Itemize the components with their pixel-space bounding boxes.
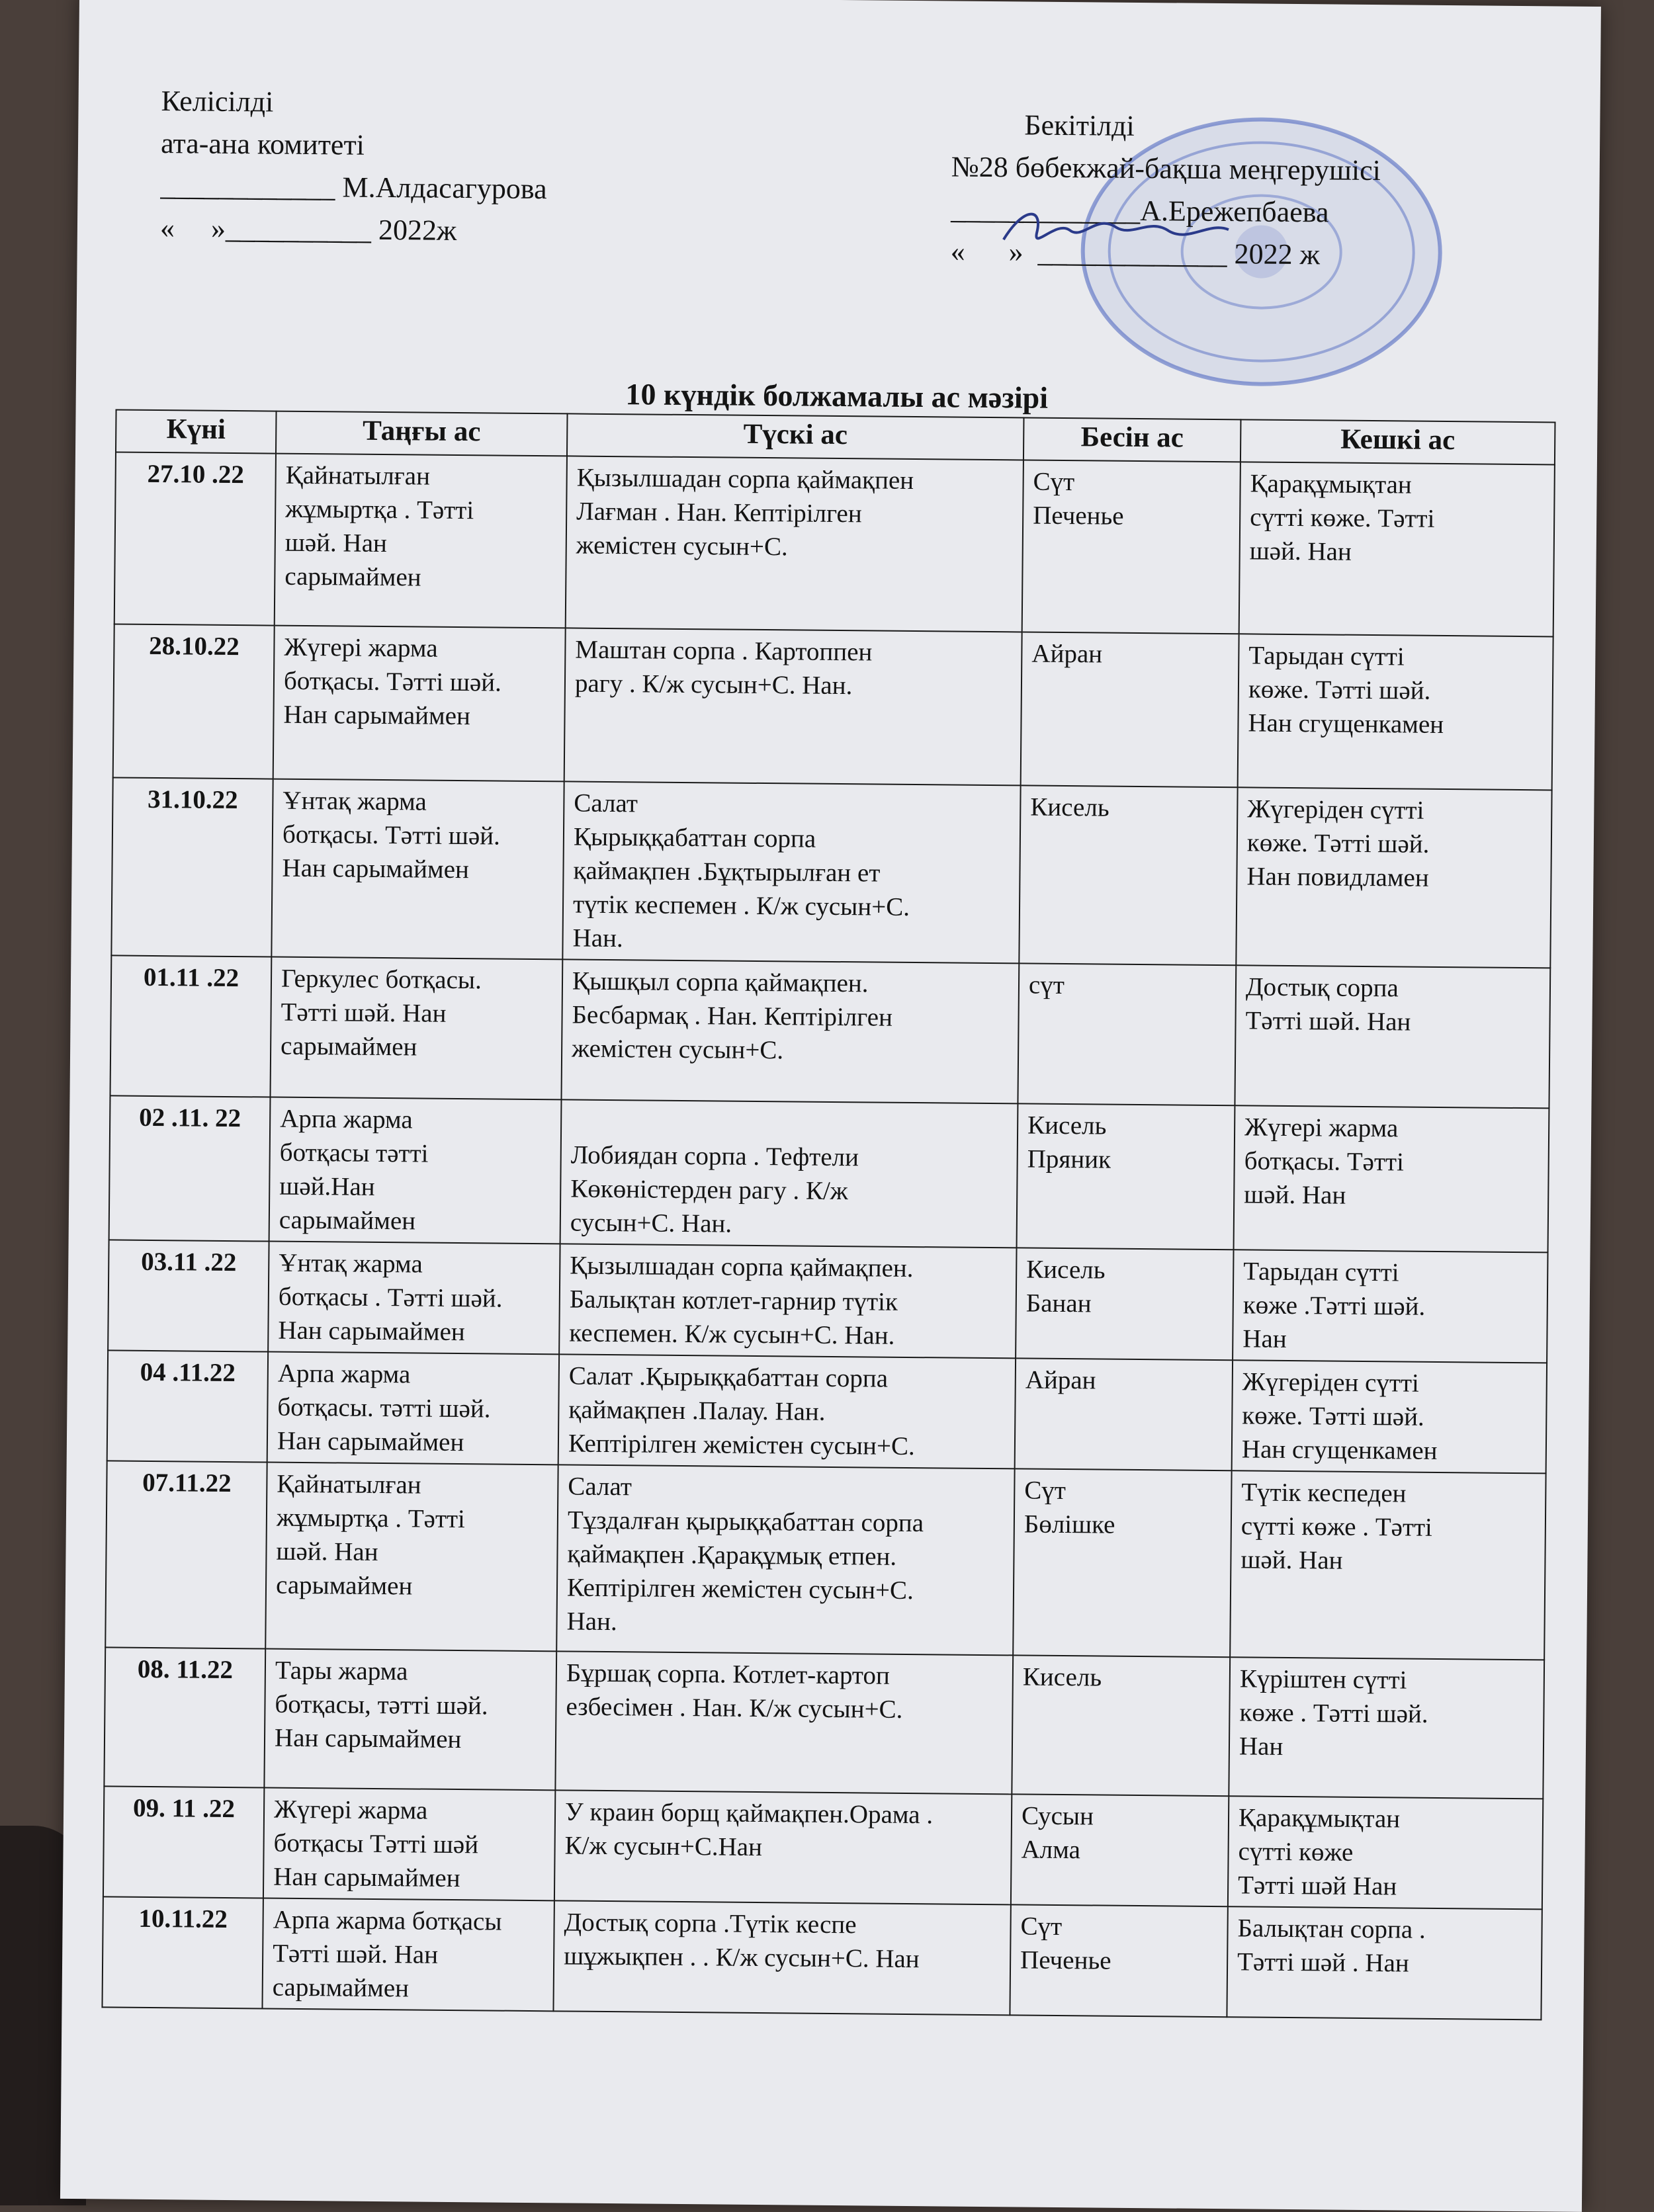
cell-line: Қызылшадан сорпа қаймақпен.	[570, 1251, 914, 1283]
table-row	[102, 1896, 1542, 2020]
cell-line: Қызылшадан сорпа қаймақпен	[576, 463, 914, 495]
cell-line: Алма	[1021, 1835, 1081, 1865]
cell-line: Жүгері жарма	[1244, 1113, 1399, 1143]
cell-snack	[1019, 785, 1237, 965]
cell-date: 09. 11 .22	[103, 1786, 264, 1898]
cell-snack	[1022, 460, 1240, 634]
cell-line: Балықтан сорпа .	[1237, 1914, 1426, 1944]
cell-line: сүтті көже	[1238, 1837, 1354, 1867]
cell-snack	[1018, 963, 1236, 1105]
cell-line: сарымаймен	[275, 1570, 413, 1601]
cell-line: Түтік кеспеден	[1241, 1478, 1407, 1508]
cell-breakfast	[275, 454, 567, 628]
page-title: 10 күндік болжамалы ас мәзірі	[625, 377, 1049, 415]
cell-line: Нан сарымаймен	[278, 1316, 465, 1347]
cell-line: Бұршақ сорпа. Котлет-картоп	[566, 1658, 891, 1690]
cell-line: шәй. Нан	[1249, 536, 1352, 566]
cell-line: ботқасы. тәтті шәй.	[277, 1392, 491, 1424]
cell-snack	[1012, 1655, 1230, 1796]
cell-line: Арпа жарма	[277, 1359, 411, 1389]
cell-line: Нан сарымаймен	[277, 1426, 464, 1457]
table-row	[105, 1461, 1545, 1660]
cell-lunch	[554, 1790, 1012, 1904]
cell-line: Геркулес ботқасы.	[281, 964, 482, 995]
cell-line: шәй. Нан	[284, 528, 388, 558]
cell-line: Банан	[1025, 1289, 1092, 1318]
cell-line: көже. Тәтті шәй.	[1246, 828, 1430, 859]
cell-date: 28.10.22	[113, 624, 275, 779]
cell-line: Қарақұмықтан	[1238, 1803, 1401, 1834]
cell-breakfast	[273, 626, 566, 782]
cell-line: Айран	[1025, 1365, 1096, 1395]
table-row	[111, 777, 1551, 968]
cell-dinner	[1236, 787, 1551, 968]
cell-line: сүт	[1028, 970, 1065, 1000]
cell-dinner	[1227, 1906, 1542, 2020]
cell-line: Нан сарымаймен	[273, 1862, 460, 1893]
cell-dinner	[1235, 965, 1550, 1108]
cell-dinner	[1228, 1796, 1543, 1909]
cell-line: Нан сгущенкамен	[1241, 1435, 1438, 1465]
cell-line: Тұздалған қырыққабаттан сорпа	[567, 1506, 924, 1538]
cell-line	[571, 1105, 1008, 1142]
cell-line: Лағман . Нан. Кептірілген	[576, 497, 862, 529]
cell-line: сарымаймен	[280, 1031, 417, 1062]
cell-line: ботқасы. Тәтті	[1244, 1146, 1405, 1177]
menu-table	[101, 409, 1555, 2020]
cell-line: Тәтті шәй . Нан	[1237, 1947, 1409, 1978]
approval-right-line1: Бекітілді	[1024, 108, 1135, 142]
cell-line: Ұнтақ жарма	[279, 1248, 423, 1279]
approval-right-line3: _____________А.Ережепбаева	[951, 192, 1329, 229]
cell-line: Кисель	[1022, 1662, 1102, 1692]
cell-line: Тәтті шәй Нан	[1237, 1871, 1397, 1901]
cell-line: Тәтті шәй. Нан	[281, 998, 447, 1028]
cell-line: Тарыдан сүтті	[1243, 1257, 1399, 1287]
cell-line: Кисель	[1026, 1255, 1106, 1285]
cell-line: жемістен сусын+С.	[571, 1034, 784, 1065]
cell-line: жұмыртқа . Тәтті	[276, 1503, 466, 1534]
cell-date: 01.11 .22	[110, 955, 272, 1097]
cell-dinner	[1234, 1105, 1549, 1252]
cell-line: Балықтан котлет-гарнир түтік	[569, 1285, 898, 1316]
table-row	[104, 1647, 1544, 1799]
cell-line: рагу . К/ж сусын+С. Нан.	[574, 669, 853, 701]
cell-line: Қарақұмықтан	[1250, 469, 1412, 499]
cell-snack	[1015, 1358, 1233, 1470]
cell-line: У краин борщ қаймақпен.Орама .	[564, 1797, 934, 1830]
cell-dinner	[1233, 1250, 1547, 1363]
cell-dinner	[1232, 1360, 1547, 1473]
cell-date: 31.10.22	[111, 777, 273, 957]
table-row	[110, 955, 1551, 1108]
cell-line: Тәтті шәй. Нан	[1245, 1006, 1411, 1037]
cell-line: Тары жарма	[275, 1656, 408, 1686]
table-row	[108, 1240, 1547, 1363]
cell-line: ботқасы . Тәтті шәй.	[278, 1282, 503, 1313]
cell-date: 08. 11.22	[104, 1647, 265, 1787]
cell-dinner	[1230, 1470, 1545, 1660]
cell-line: Печенье	[1020, 1945, 1111, 1975]
header-dinner: Кешкі ас	[1240, 419, 1555, 464]
cell-line: ботқасы, тәтті шәй.	[275, 1689, 488, 1721]
cell-line: Жүгері жарма	[273, 1795, 428, 1825]
cell-line: Көкөністерден рагу . К/ж	[570, 1174, 848, 1206]
cell-breakfast	[262, 1898, 554, 2011]
approval-right-line4: « » _____________ 2022 ж	[950, 235, 1321, 271]
cell-line: Сүт	[1033, 467, 1075, 497]
cell-line: кеспемен. К/ж сусын+С. Нан.	[569, 1318, 895, 1350]
table-row	[107, 1350, 1547, 1473]
cell-dinner	[1229, 1657, 1544, 1799]
cell-snack	[1021, 632, 1239, 787]
cell-breakfast	[269, 1097, 562, 1244]
cell-snack	[1016, 1248, 1233, 1360]
cell-line: шәй. Нан	[276, 1537, 378, 1566]
cell-line: Салат	[568, 1472, 632, 1502]
cell-snack	[1017, 1103, 1235, 1250]
cell-date: 03.11 .22	[108, 1240, 269, 1351]
cell-line: Нан повидламен	[1246, 862, 1429, 892]
cell-breakfast	[265, 1463, 558, 1652]
cell-line: Кептірілген жемістен сусын+С.	[568, 1429, 915, 1461]
cell-line: Нан	[1239, 1732, 1284, 1761]
cell-breakfast	[271, 779, 564, 960]
cell-lunch	[556, 1465, 1014, 1655]
cell-line: көже. Тәтті шәй.	[1242, 1401, 1424, 1431]
cell-line: шәй. Нан	[1240, 1545, 1343, 1575]
cell-line: сарымаймен	[279, 1205, 416, 1236]
cell-line: К/ж сусын+С.Нан	[564, 1831, 763, 1862]
header-breakfast: Таңғы ас	[276, 411, 568, 456]
cell-line: Сүт	[1020, 1912, 1063, 1941]
header-date: Күні	[116, 409, 277, 453]
cell-line: Тарыдан сүтті	[1248, 641, 1405, 671]
cell-breakfast	[267, 1352, 559, 1465]
cell-line: шұжықпен . . К/ж сусын+С. Нан	[563, 1941, 920, 1974]
cell-line: Жүгеріден сүтті	[1247, 794, 1424, 825]
cell-line: ботқасы тәтті	[279, 1138, 429, 1168]
menu-table-body	[102, 452, 1554, 2020]
cell-line: Бөлішке	[1023, 1510, 1115, 1539]
cell-line: езбесімен . Нан. К/ж сусын+С.	[566, 1692, 903, 1724]
cell-line: Достық сорпа .Түтік кеспе	[564, 1908, 857, 1939]
cell-date: 07.11.22	[105, 1461, 267, 1648]
cell-line: Қайнатылған	[285, 460, 431, 491]
cell-line: көже . Тәтті шәй.	[1239, 1698, 1428, 1728]
cell-date: 27.10 .22	[114, 452, 276, 625]
cell-dinner	[1239, 462, 1555, 636]
approval-left-line1: Келісілді	[161, 85, 274, 118]
document-page	[60, 0, 1601, 2212]
cell-line: Арпа жарма	[280, 1104, 413, 1134]
cell-line: Салат	[574, 788, 638, 818]
cell-line: Жүгері жарма	[284, 632, 438, 663]
cell-line: Кептірілген жемістен сусын+С.	[566, 1573, 914, 1605]
cell-line: Нан сарымаймен	[282, 853, 470, 884]
cell-line: Нан сгущенкамен	[1248, 708, 1444, 740]
cell-snack	[1011, 1794, 1229, 1906]
cell-lunch	[560, 1099, 1018, 1248]
cell-line: сарымаймен	[272, 1973, 410, 2003]
cell-line: шәй. Нан	[1244, 1180, 1346, 1210]
cell-line: Достық сорпа	[1245, 972, 1399, 1003]
cell-line: Нан.	[572, 923, 623, 953]
cell-line: Нан.	[566, 1607, 617, 1637]
cell-line: ботқасы. Тәтті шәй.	[282, 820, 501, 851]
cell-line: шәй.Нан	[279, 1171, 375, 1201]
cell-line: Күріштен сүтті	[1239, 1664, 1407, 1695]
cell-line: жемістен сусын+С.	[576, 531, 788, 562]
cell-breakfast	[270, 957, 562, 1100]
cell-lunch	[558, 1354, 1016, 1468]
cell-line: Бесбармақ . Нан. Кептірілген	[572, 1000, 893, 1032]
cell-dinner	[1238, 634, 1553, 790]
cell-line: сүтті көже . Тәтті	[1240, 1511, 1433, 1542]
cell-line: көже .Тәтті шәй.	[1242, 1291, 1426, 1321]
cell-line: Нан сарымаймен	[274, 1723, 462, 1754]
cell-line: Қайнатылған	[277, 1469, 421, 1500]
cell-line: Қырыққабаттан сорпа	[573, 822, 816, 853]
cell-line: жұмыртқа . Тәтті	[285, 494, 474, 525]
cell-breakfast	[264, 1649, 556, 1791]
cell-date: 04 .11.22	[107, 1350, 268, 1462]
cell-line: қаймақпен .Палау. Нан.	[568, 1395, 826, 1426]
cell-line: Қышқыл сорпа қаймақпен.	[572, 966, 869, 998]
cell-snack	[1010, 1904, 1227, 2017]
table-row	[103, 1786, 1543, 1909]
cell-line: Нан сарымаймен	[283, 700, 471, 731]
cell-breakfast	[268, 1242, 560, 1355]
cell-lunch	[559, 1244, 1016, 1358]
cell-line: қаймақпен .Бұқтырылған ет	[573, 856, 881, 888]
cell-line: көже. Тәтті шәй.	[1248, 675, 1431, 705]
cell-line: түтік кеспемен . К/ж сусын+С.	[572, 890, 910, 921]
cell-breakfast	[263, 1788, 555, 1901]
cell-lunch	[561, 959, 1019, 1103]
cell-lunch	[562, 781, 1020, 963]
cell-line: сүтті көже. Тәтті	[1250, 503, 1435, 533]
cell-snack	[1013, 1468, 1231, 1657]
cell-date: 10.11.22	[102, 1896, 263, 2008]
cell-lunch	[555, 1651, 1013, 1794]
cell-line: Ұнтақ жарма	[283, 786, 427, 816]
cell-line: сусын+С. Нан.	[570, 1208, 732, 1238]
cell-line: Печенье	[1033, 501, 1124, 531]
cell-line: қаймақпен .Қарақұмық етпен.	[567, 1539, 897, 1571]
approval-left-line2: ата-ана комитеті	[160, 127, 365, 161]
approval-block-left	[160, 80, 548, 253]
cell-lunch	[564, 628, 1022, 785]
table-row	[113, 624, 1553, 790]
header-snack: Бесін ас	[1023, 417, 1241, 462]
approval-left-line4: « »__________ 2022ж	[159, 212, 457, 247]
cell-line: Салат .Қырыққабаттан сорпа	[568, 1361, 889, 1393]
cell-line: сарымаймен	[284, 562, 421, 592]
cell-line: Сүт	[1024, 1476, 1066, 1506]
cell-line: Кисель	[1027, 1111, 1107, 1140]
cell-line: ботқасы Тәтті шәй	[273, 1828, 479, 1859]
cell-line: Айран	[1031, 639, 1103, 669]
header-lunch: Түскі ас	[567, 413, 1024, 460]
table-row	[114, 452, 1555, 636]
approval-right-line2: №28 бөбекжай-бақша меңгерушісі	[951, 150, 1381, 187]
cell-line: ботқасы. Тәтті шәй.	[283, 666, 502, 697]
cell-line: Лобиядан сорпа . Тефтели	[570, 1140, 859, 1172]
cell-line: Тәтті шәй. Нан	[273, 1939, 439, 1969]
cell-line: Пряник	[1027, 1144, 1111, 1174]
cell-line: Сусын	[1021, 1801, 1094, 1831]
cell-line: Кисель	[1030, 792, 1110, 822]
table-row	[109, 1095, 1549, 1252]
cell-date: 02 .11. 22	[109, 1095, 271, 1241]
approval-left-line3: ____________ М.Алдасагурова	[160, 169, 547, 206]
signature-icon	[990, 193, 1242, 268]
cell-lunch	[553, 1900, 1010, 2015]
cell-lunch	[566, 456, 1023, 632]
cell-line: Нан	[1242, 1324, 1287, 1353]
cell-line: Жүгеріден сүтті	[1242, 1367, 1420, 1398]
cell-line: Арпа жарма ботқасы	[273, 1905, 502, 1936]
cell-line: Маштан сорпа . Картоппен	[575, 635, 873, 667]
